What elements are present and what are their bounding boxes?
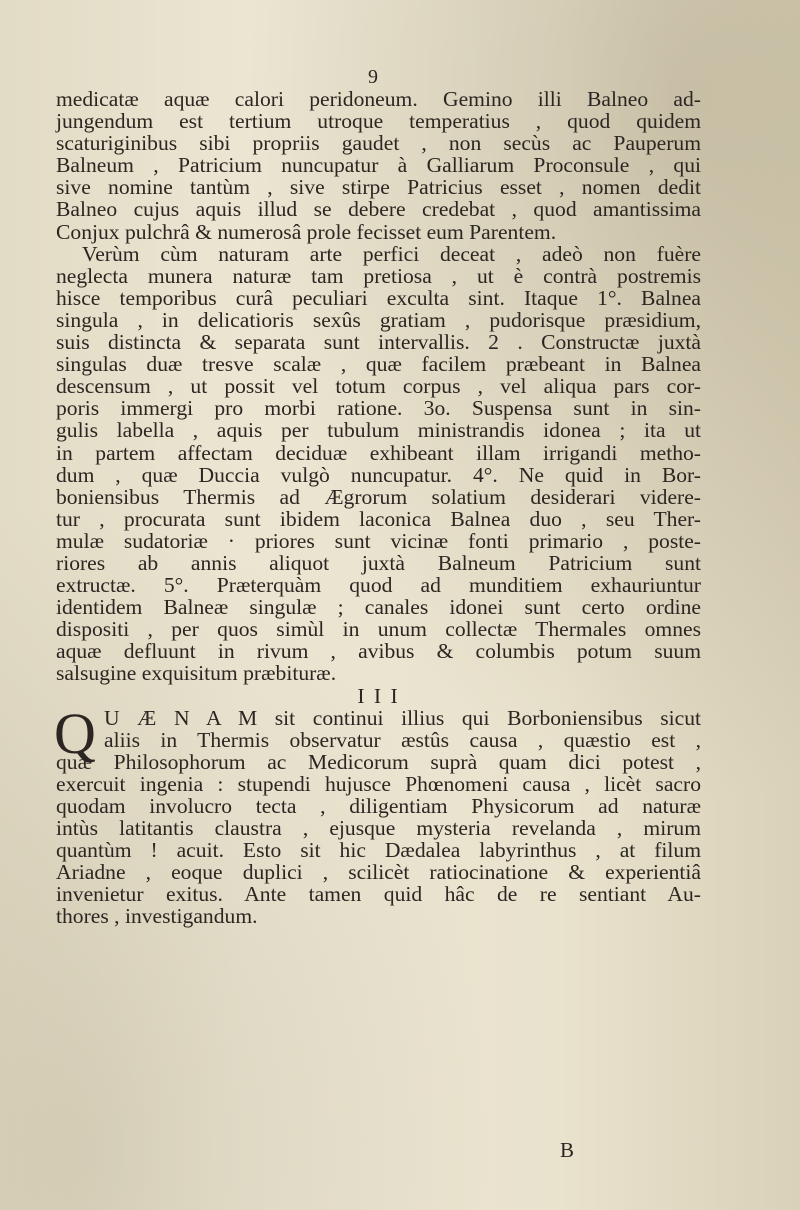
text-line: invenietur exitus. Ante tamen quid hâc de re sentiant Au- (56, 882, 701, 907)
text-line: Balneum , Patricium nuncupatur à Galliarum Proconsule , qui (56, 153, 701, 178)
text-line: mulæ sudatoriæ · priores sunt vicinæ fonti primario , poste- (56, 528, 701, 553)
catchword: B (560, 1138, 575, 1162)
text-line: Verùm cùm naturam arte perfici deceat , adeò non fuère (82, 241, 701, 266)
text-line: descensum , ut possit vel totum corpus , vel aliqua pars cor- (56, 374, 701, 399)
text-line: sive nomine tantùm , sive stirpe Patricius esset , nomen dedit (56, 175, 701, 200)
text-line: aquæ defluunt in rivum , avibus & columbis potum suum (56, 639, 701, 664)
text-line: identidem Balneæ singulæ ; canales idonei sunt certo ordine (56, 595, 701, 620)
text-line: tur , procurata sunt ibidem laconica Balnea duo , seu Ther- (56, 506, 701, 531)
text-line: poris immergi pro morbi ratione. 3o. Suspensa sunt in sin- (56, 396, 701, 421)
text-line: neglecta munera naturæ tam pretiosa , ut è contrà postremis (56, 263, 701, 288)
page-number: 9 (368, 66, 378, 88)
text-line: hisce temporibus curâ peculiari exculta sint. Itaque 1°. Balnea (56, 285, 701, 310)
text-line: quodam involucro tecta , diligentiam Physicorum ad naturæ (56, 794, 701, 818)
text-line: dum , quæ Duccia vulgò nuncupatur. 4°. Ne quid in Bor- (56, 462, 701, 487)
paragraph-block (56, 751, 701, 928)
text-line: jungendum est tertium utroque temperatius , quod quidem (56, 109, 701, 134)
text-line: scaturiginibus sibi propriis gaudet , non secùs ac Pauperum (56, 131, 701, 156)
paragraph-block (56, 88, 701, 685)
text-line: Conjux pulchrâ & numerosâ prole fecisset eum Parentem. (56, 219, 557, 244)
text-line: gulis labella , aquis per tubulum ministrandis idonea ; ita ut (56, 418, 701, 443)
dropcap-lines (56, 707, 701, 751)
text-line: thores , investigandum. (56, 904, 258, 929)
text-line: singula , in delicatioris sexûs gratiam , pudorisque præsidium, (56, 307, 701, 332)
text-line: U Æ N A M sit continui illius qui Borboniensibus sicut (104, 705, 701, 730)
text-line: salsugine exquisitum præbituræ. (56, 661, 337, 686)
text-line: singulas duæ tresve scalæ , quæ facilem præbeant in Balnea (56, 352, 701, 377)
body-text (56, 88, 701, 928)
drop-cap-initial: Q (54, 700, 96, 766)
section-number: I I I (357, 683, 400, 708)
text-line: in partem affectam deciduæ exhibeant illam irrigandi metho- (56, 440, 701, 465)
text-line: quæ Philosophorum ac Medicorum suprà quam dici potest , (56, 749, 701, 774)
text-line: aliis in Thermis observatur æstûs causa , quæstio est , (104, 727, 701, 752)
text-line: riores ab annis aliquot juxtà Balneum Patricium sunt (56, 550, 701, 575)
text-line: boniensibus Thermis ad Ægrorum solatium desiderari videre- (56, 484, 701, 509)
text-line: intùs latitantis claustra , ejusque mysteria revelanda , mirum (56, 816, 701, 841)
text-line: exercuit ingenia : stupendi hujusce Phœnomeni causa , licèt sacro (56, 771, 701, 796)
text-line: Ariadne , eoque duplici , scilicèt ratiocinatione & experientiâ (56, 860, 701, 885)
text-line: Balneo cujus aquis illud se debere credebat , quod amantissima (56, 197, 701, 222)
text-line: suis distincta & separata sunt intervallis. 2 . Constructæ juxtà (56, 330, 701, 355)
text-line: quantùm ! acuit. Esto sit hic Dædalea labyrinthus , at filum (56, 838, 701, 863)
text-line: dispositi , per quos simùl in unum collectæ Thermales omnes (56, 617, 701, 642)
text-line: extructæ. 5°. Præterquàm quod ad munditiem exhauriuntur (56, 573, 701, 598)
text-line: medicatæ aquæ calori peridoneum. Gemino illi Balneo ad- (56, 87, 701, 111)
